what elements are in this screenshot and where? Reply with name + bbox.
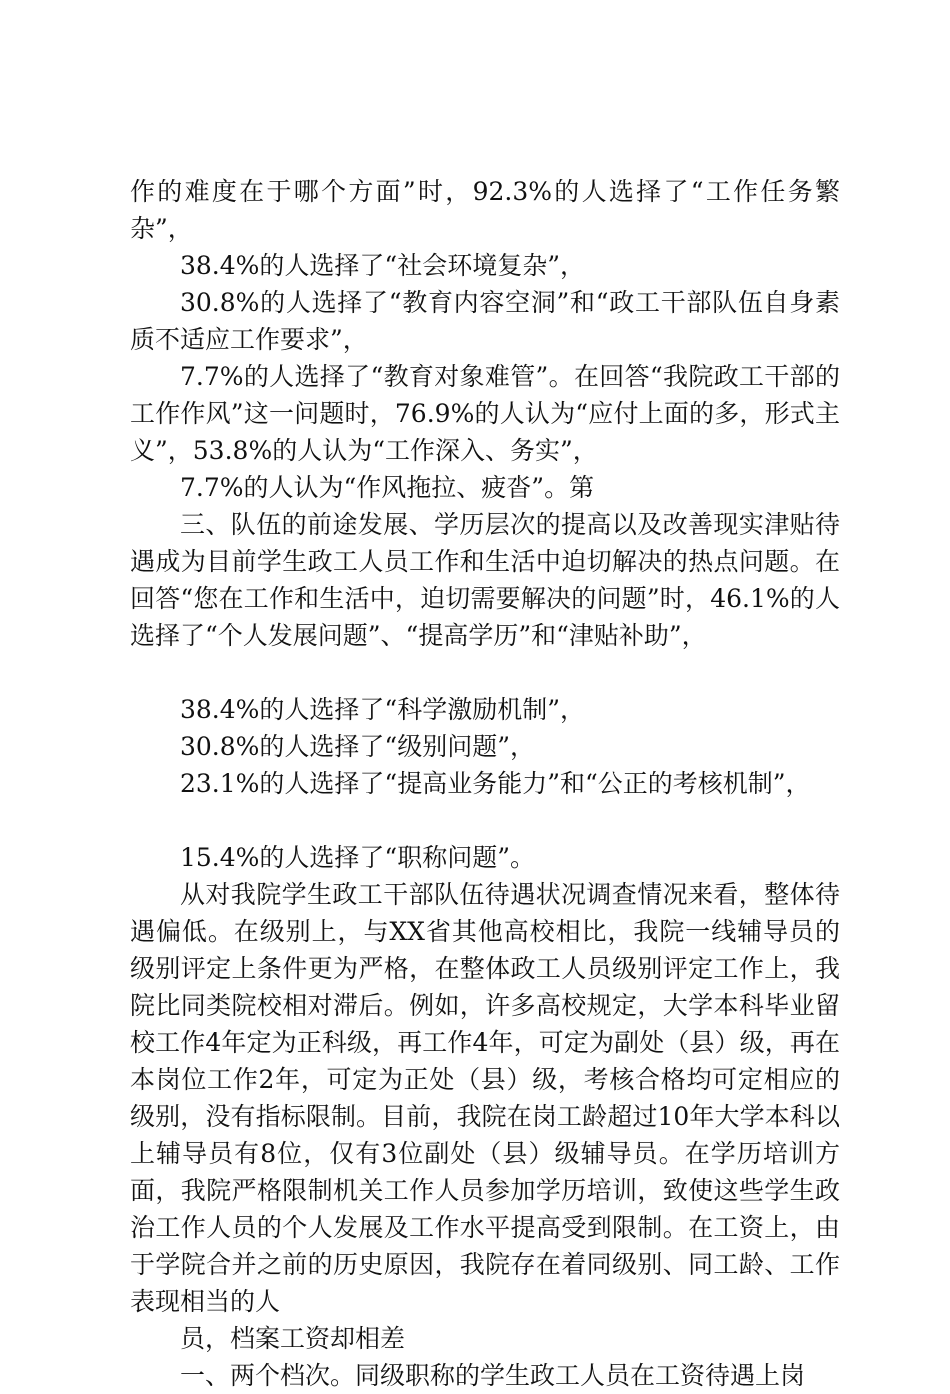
paragraph-12: 员，档案工资却相差	[180, 1324, 406, 1353]
paragraph-10: 15.4%的人选择了“职称问题”。	[180, 843, 535, 872]
paragraph-2: 38.4%的人选择了“社会环境复杂”，	[180, 251, 585, 280]
paragraph-5: 7.7%的人认为“作风拖拉、疲沓”。第	[180, 473, 595, 502]
paragraph-11: 从对我院学生政工干部队伍待遇状况调查情况来看，整体待遇偏低。在级别上，与XX省其他高校相比，我院一线辅导员的级别评定上条件更为严格，在整体政工人员级别评定工作上，我院比同类院校相对滞后。例如，许多高校规定，大学本科毕业留校工作4年定为正科级，再工作4年，可定为副处（县）级，再在本岗位工作2年，可定为正处（县）级，考核合格均可定相应的级别，没有指标限制。目前，我院在岗工龄超过10年大学本科以上辅导员有8位，仅有3位副处（县）级辅导员。在学历培训方面，我院严格限制机关工作人员参加学历培训，致使这些学生政治工作人员的个人发展及工作水平提高受到限制。在工资上，由于学院合并之前的历史原因，我院存在着同级别、同工龄、工作表现相当的人	[130, 880, 840, 1316]
paragraph-3: 30.8%的人选择了“教育内容空洞”和“政工干部队伍自身素质不适应工作要求”，	[130, 288, 840, 354]
paragraph-8: 30.8%的人选择了“级别问题”，	[180, 732, 535, 761]
paragraph-9: 23.1%的人选择了“提高业务能力”和“公正的考核机制”，	[180, 769, 811, 798]
paragraph-13: 一、两个档次。同级职称的学生政工人员在工资待遇上岗	[180, 1361, 806, 1390]
paragraph-7: 38.4%的人选择了“科学激励机制”，	[180, 695, 585, 724]
document-body	[130, 173, 840, 1394]
paragraph-6: 三、队伍的前途发展、学历层次的提高以及改善现实津贴待遇成为目前学生政工人员工作和生活中迫切解决的热点问题。在回答“您在工作和生活中，迫切需要解决的问题”时，46.1%的人选择了“个人发展问题”、“提高学历”和“津贴补助”，	[130, 510, 840, 650]
paragraph-4: 7.7%的人选择了“教育对象难管”。在回答“我院政工干部的工作作风”这一问题时，76.9%的人认为“应付上面的多，形式主义”，53.8%的人认为“工作深入、务实”，	[130, 362, 840, 465]
paragraph-1: 作的难度在于哪个方面”时，92.3%的人选择了“工作任务繁杂”，	[130, 177, 840, 243]
